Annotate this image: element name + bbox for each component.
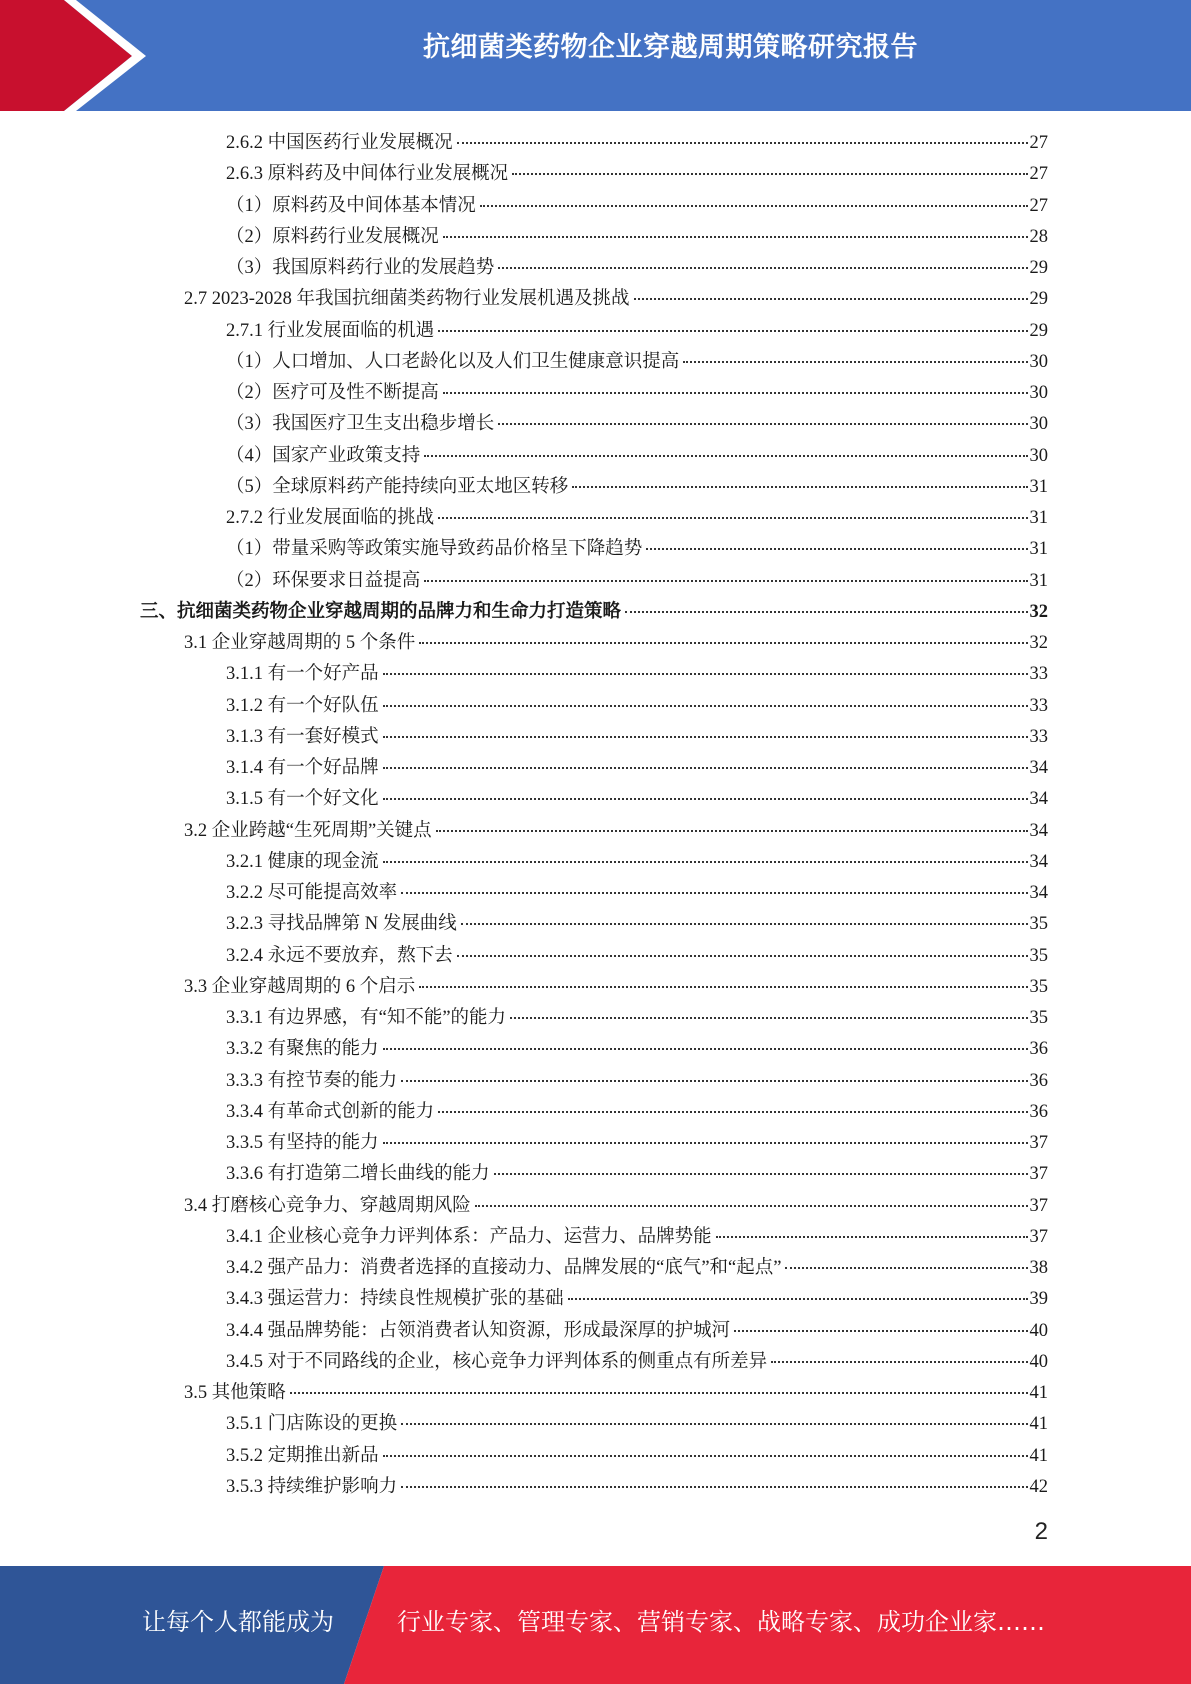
toc-entry-page: 30 [1029, 383, 1048, 403]
toc-entry[interactable] [140, 534, 1048, 565]
toc-entry[interactable] [140, 503, 1048, 534]
toc-entry-page: 29 [1029, 289, 1048, 310]
toc-entry[interactable] [140, 941, 1048, 972]
toc-entry-page: 40 [1029, 1351, 1048, 1372]
toc-dot-leader [436, 830, 1028, 832]
toc-entry-page: 31 [1029, 508, 1048, 528]
toc-dot-leader [383, 673, 1028, 675]
toc-entry-page: 28 [1029, 226, 1048, 247]
toc-entry-title: （1）带量采购等政策实施导致药品价格呈下降趋势 [226, 539, 643, 560]
toc-dot-leader [419, 986, 1027, 988]
toc-entry-page: 33 [1029, 726, 1048, 747]
toc-entry-page: 37 [1029, 1195, 1048, 1216]
toc-entry-title: 3.3 企业穿越周期的 6 个启示 [184, 976, 416, 997]
toc-entry-page: 41 [1029, 1414, 1048, 1435]
toc-entry[interactable] [140, 128, 1048, 159]
toc-entry-title: 3.4.5 对于不同路线的企业，核心竞争力评判体系的侧重点有所差异 [226, 1351, 768, 1372]
toc-entry-page: 31 [1029, 476, 1048, 497]
toc-entry[interactable] [140, 1003, 1048, 1034]
toc-dot-leader [383, 1455, 1028, 1457]
toc-entry-page: 37 [1029, 1226, 1048, 1247]
toc-dot-leader [383, 705, 1028, 707]
toc-entry[interactable] [140, 972, 1048, 1003]
toc-dot-leader [401, 1486, 1027, 1488]
toc-entry-page: 34 [1029, 851, 1048, 872]
toc-entry-page: 32 [1029, 633, 1048, 653]
toc-entry-title: 3.3.6 有打造第二增长曲线的能力 [226, 1164, 490, 1185]
toc-entry[interactable] [140, 1409, 1048, 1440]
toc-dot-leader [401, 1080, 1027, 1082]
toc-dot-leader [457, 142, 1028, 144]
toc-dot-leader [771, 1361, 1027, 1363]
toc-entry[interactable] [140, 1128, 1048, 1159]
toc-entry[interactable] [140, 409, 1048, 440]
toc-entry-title: 3.5.3 持续维护影响力 [226, 1476, 398, 1497]
toc-entry-title: （1）原料药及中间体基本情况 [226, 195, 476, 216]
toc-dot-leader [480, 205, 1028, 207]
toc-entry[interactable] [140, 472, 1048, 503]
toc-entry-title: （3）我国原料药行业的发展趋势 [226, 258, 495, 278]
toc-dot-leader [498, 267, 1027, 269]
toc-entry-page: 34 [1029, 883, 1048, 903]
toc-entry-title: 三、抗细菌类药物企业穿越周期的品牌力和生命力打造策略 [140, 601, 622, 622]
toc-entry-title: （2）医疗可及性不断提高 [226, 383, 439, 403]
toc-entry-title: 3.1.3 有一套好模式 [226, 726, 379, 747]
toc-entry-page: 32 [1029, 601, 1048, 622]
toc-entry-page: 31 [1029, 570, 1048, 591]
toc-dot-leader [383, 798, 1028, 800]
toc-entry[interactable] [140, 1097, 1048, 1128]
toc-dot-leader [494, 1173, 1028, 1175]
toc-dot-leader [512, 173, 1027, 175]
toc-entry[interactable] [140, 378, 1048, 409]
toc-dot-leader [424, 580, 1027, 582]
toc-entry[interactable] [140, 316, 1048, 347]
toc-entry-title: 2.6.2 中国医药行业发展概况 [226, 133, 453, 153]
toc-dot-leader [424, 455, 1027, 457]
toc-entry[interactable] [140, 159, 1048, 190]
toc-entry-title: 2.7 2023-2028 年我国抗细菌类药物行业发展机遇及挑战 [184, 289, 630, 310]
toc-dot-leader [401, 1423, 1027, 1425]
toc-entry-page: 31 [1029, 539, 1048, 560]
toc-entry-page: 35 [1029, 945, 1048, 966]
toc-entry-title: 2.7.1 行业发展面临的机遇 [226, 320, 435, 341]
toc-dot-leader [716, 1236, 1028, 1238]
toc-dot-leader [438, 517, 1027, 519]
toc-entry-page: 42 [1029, 1476, 1048, 1497]
toc-entry[interactable] [140, 1347, 1048, 1378]
toc-entry-title: 3.3.1 有边界感，有“知不能”的能力 [226, 1008, 507, 1028]
toc-entry-page: 34 [1029, 758, 1048, 778]
toc-entry-page: 34 [1029, 820, 1048, 841]
page-header [0, 0, 1191, 111]
toc-entry[interactable] [140, 816, 1048, 847]
toc-entry-title: 3.2.4 永远不要放弃，熬下去 [226, 945, 453, 966]
toc-entry[interactable] [140, 1191, 1048, 1222]
toc-entry-page: 37 [1029, 1164, 1048, 1185]
toc-entry[interactable] [140, 722, 1048, 753]
toc-entry[interactable] [140, 1066, 1048, 1097]
toc-dot-leader [383, 1048, 1028, 1050]
toc-entry[interactable] [140, 222, 1048, 253]
toc-entry-page: 38 [1029, 1258, 1048, 1278]
toc-entry-page: 37 [1029, 1133, 1048, 1153]
toc-entry-page: 35 [1029, 914, 1048, 935]
footer-roles: 行业专家、管理专家、营销专家、战略专家、成功企业家…… [397, 1608, 1045, 1636]
toc-entry-title: 3.1.5 有一个好文化 [226, 789, 379, 810]
toc-entry-page: 27 [1029, 195, 1048, 216]
toc-entry-page: 29 [1029, 320, 1048, 341]
toc-dot-leader [443, 236, 1028, 238]
toc-entry-page: 34 [1029, 789, 1048, 810]
toc-entry-title: （5）全球原料药产能持续向亚太地区转移 [226, 476, 569, 497]
toc-entry[interactable] [140, 659, 1048, 690]
toc-entry-title: （2）原料药行业发展概况 [226, 226, 439, 247]
toc-entry-title: （4）国家产业政策支持 [226, 445, 421, 466]
toc-entry[interactable] [140, 909, 1048, 940]
toc-entry-title: 3.1 企业穿越周期的 5 个条件 [184, 633, 416, 653]
toc-dot-leader [625, 611, 1027, 613]
toc-entry-title: 3.1.2 有一个好队伍 [226, 695, 379, 716]
toc-entry-title: 3.2 企业跨越“生死周期”关键点 [184, 820, 432, 841]
toc-dot-leader [475, 1205, 1028, 1207]
toc-dot-leader [383, 736, 1028, 738]
toc-entry[interactable] [140, 628, 1048, 659]
toc-entry[interactable] [140, 597, 1048, 628]
report-title: 抗细菌类药物企业穿越周期策略研究报告 [423, 32, 918, 63]
toc-entry[interactable] [140, 847, 1048, 878]
toc-entry-title: 3.2.1 健康的现金流 [226, 851, 379, 872]
toc-dot-leader [572, 486, 1027, 488]
toc-entry-title: 3.1.4 有一个好品牌 [226, 758, 379, 778]
toc-dot-leader [734, 1330, 1027, 1332]
toc-entry[interactable] [140, 1034, 1048, 1065]
page-number: 2 [1034, 1518, 1048, 1545]
toc-entry-page: 35 [1029, 1008, 1048, 1028]
toc-entry-title: 3.5 其他策略 [184, 1383, 286, 1403]
toc-entry-page: 30 [1029, 445, 1048, 466]
toc-entry[interactable] [140, 1253, 1048, 1284]
toc-dot-leader [419, 642, 1027, 644]
toc-entry-page: 36 [1029, 1039, 1048, 1060]
toc-entry-page: 40 [1029, 1320, 1048, 1341]
toc-entry-title: 3.5.1 门店陈设的更换 [226, 1414, 398, 1435]
toc-entry-title: 3.4 打磨核心竞争力、穿越周期风险 [184, 1195, 471, 1216]
toc-dot-leader [290, 1392, 1028, 1394]
toc-entry-title: （3）我国医疗卫生支出稳步增长 [226, 414, 495, 435]
toc-entry-title: 2.7.2 行业发展面临的挑战 [226, 508, 435, 528]
toc-entry-page: 36 [1029, 1101, 1048, 1122]
toc-entry[interactable] [140, 1284, 1048, 1315]
toc-entry[interactable] [140, 566, 1048, 597]
toc-dot-leader [510, 1017, 1027, 1019]
toc-entry-page: 36 [1029, 1070, 1048, 1091]
toc-dot-leader [457, 955, 1028, 957]
toc-dot-leader [461, 923, 1028, 925]
toc-entry-page: 41 [1029, 1383, 1048, 1403]
toc-entry-page: 30 [1029, 414, 1048, 435]
toc-dot-leader [646, 548, 1027, 550]
toc-dot-leader [443, 392, 1028, 394]
toc-entry-title: 3.4.4 强品牌势能：占领消费者认知资源，形成最深厚的护城河 [226, 1320, 731, 1341]
toc-entry[interactable] [140, 691, 1048, 722]
toc-dot-leader [634, 298, 1028, 300]
toc-entry-title: 3.4.1 企业核心竞争力评判体系：产品力、运营力、品牌势能 [226, 1226, 712, 1247]
toc-entry-page: 30 [1029, 351, 1048, 372]
toc-entry-title: 3.1.1 有一个好产品 [226, 664, 379, 685]
toc-entry-title: 3.2.2 尽可能提高效率 [226, 883, 398, 903]
toc-entry-title: 3.3.5 有坚持的能力 [226, 1133, 379, 1153]
toc-entry-title: 3.2.3 寻找品牌第 N 发展曲线 [226, 914, 457, 935]
toc-entry-page: 33 [1029, 695, 1048, 716]
toc-entry[interactable] [140, 191, 1048, 222]
toc-entry[interactable] [140, 1316, 1048, 1347]
footer-slogan: 让每个人都能成为 [142, 1608, 334, 1636]
toc-entry[interactable] [140, 753, 1048, 784]
toc-dot-leader [568, 1298, 1028, 1300]
toc-entry[interactable] [140, 253, 1048, 284]
toc-dot-leader [383, 1142, 1028, 1144]
toc-entry[interactable] [140, 1159, 1048, 1190]
toc-entry[interactable] [140, 347, 1048, 378]
toc-entry[interactable] [140, 784, 1048, 815]
table-of-contents [140, 128, 1048, 1503]
toc-entry[interactable] [140, 1222, 1048, 1253]
toc-entry-title: 3.5.2 定期推出新品 [226, 1445, 379, 1466]
toc-entry-page: 27 [1029, 164, 1048, 185]
toc-entry-title: 3.4.3 强运营力：持续良性规模扩张的基础 [226, 1289, 564, 1310]
toc-entry-page: 27 [1029, 133, 1048, 153]
toc-dot-leader [383, 767, 1028, 769]
toc-dot-leader [785, 1267, 1027, 1269]
toc-dot-leader [498, 423, 1027, 425]
toc-entry-title: 3.3.3 有控节奏的能力 [226, 1070, 398, 1091]
toc-entry[interactable] [140, 1472, 1048, 1503]
toc-entry-page: 41 [1029, 1445, 1048, 1466]
toc-entry-title: 3.3.2 有聚焦的能力 [226, 1039, 379, 1060]
toc-entry-title: 3.3.4 有革命式创新的能力 [226, 1101, 435, 1122]
toc-entry[interactable] [140, 1378, 1048, 1409]
toc-dot-leader [401, 892, 1027, 894]
toc-dot-leader [438, 1111, 1027, 1113]
toc-entry[interactable] [140, 878, 1048, 909]
toc-entry[interactable] [140, 284, 1048, 315]
page-footer [0, 1566, 1191, 1684]
toc-entry[interactable] [140, 441, 1048, 472]
toc-entry-page: 29 [1029, 258, 1048, 278]
toc-dot-leader [438, 330, 1027, 332]
toc-entry-title: 3.4.2 强产品力：消费者选择的直接动力、品牌发展的“底气”和“起点” [226, 1258, 782, 1278]
toc-entry-page: 35 [1029, 976, 1048, 997]
toc-entry-page: 33 [1029, 664, 1048, 685]
toc-dot-leader [683, 361, 1027, 363]
toc-entry-title: （1）人口增加、人口老龄化以及人们卫生健康意识提高 [226, 351, 680, 372]
toc-dot-leader [383, 861, 1028, 863]
toc-entry-title: （2）环保要求日益提高 [226, 570, 421, 591]
toc-entry[interactable] [140, 1441, 1048, 1472]
toc-entry-page: 39 [1029, 1289, 1048, 1310]
toc-entry-title: 2.6.3 原料药及中间体行业发展概况 [226, 164, 509, 185]
